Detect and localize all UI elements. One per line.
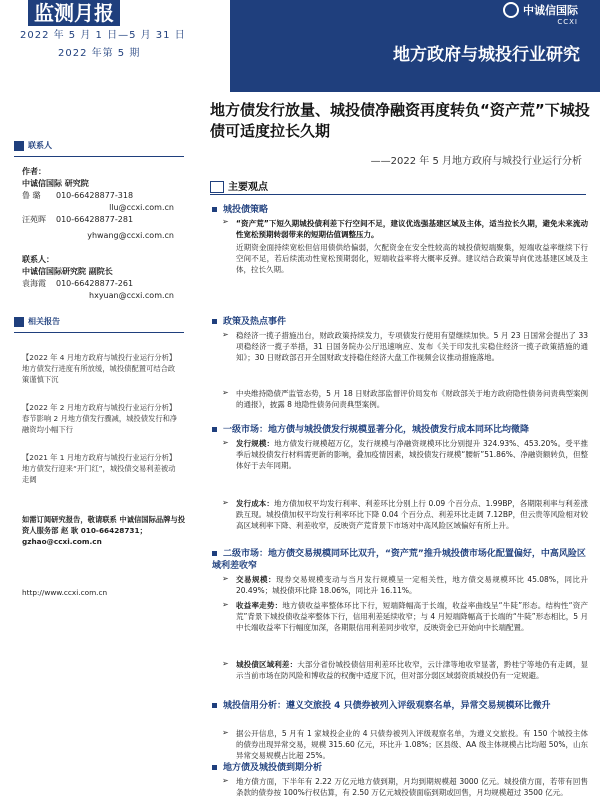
arrow-icon: ➢ (222, 330, 229, 339)
arrow-icon: ➢ (222, 776, 229, 785)
logo-en: CCXI (557, 18, 578, 26)
bullet-icon (212, 319, 217, 324)
arrow-icon: ➢ (222, 728, 229, 737)
section-paragraph: 发行规模：地方债发行规模超万亿，发行规模与净融资规模环比分别提升 324.93%、453.20%。受平推季后城投债发行材料需更新的影响，叠加疫情因素，城投债发行规模“腰斩”51.86%、净融资额转负，但整体好于去年同期。 (236, 439, 589, 471)
arrow-icon: ➢ (222, 217, 229, 226)
author-email: llu@ccxi.com.cn (109, 203, 174, 212)
arrow-icon: ➢ (222, 438, 229, 447)
section-paragraph: 地方债方面，下半年有 2.22 万亿元地方债到期，月均到期规模超 3000 亿元。城投债方面，若带有回售条款的债券按 100%行权估算，有 2.50 万亿元城投债面临到期或回售，月均规模超过 3500 亿元。 (236, 777, 588, 798)
section-heading: 二级市场：地方债交易规模同环比双升，“资产荒”推升城投债市场化配置偏好，中高风险区域利差收窄 (212, 549, 586, 571)
section-paragraph: 城投债区域利差：大部分省份城投债信用利差环比收窄，云计津等地收窄显著，黔桂宁等地仍有走阔，显示当前市场在防风险和博收益的权衡中适度下沉，但对部分弱区域弱资质城投仍有一定规避。 (236, 660, 589, 681)
page-title: 地方债发行放量、城投债净融资再度转负“资产荒”下城投债可适度拉长久期 (210, 101, 590, 140)
logo-name: 中诚信国际 (523, 4, 578, 17)
section-heading: 城投信用分析：遵义交旅投 4 只债券被列入评级观察名单，异常交易规模环比微升 (212, 700, 592, 712)
bullet-icon (212, 703, 217, 708)
author-phone: 010-66428877-281 (56, 215, 134, 224)
company-logo (503, 2, 578, 26)
section-paragraph: 发行成本：地方债加权平均发行利率、利差环比分别上行 0.09 个百分点、1.99BP，各期限利率与利差涨跌互现。城投债加权平均发行利率环比下降 0.04 个百分点、利差环比走阔 7.12BP，但云贵等风险相对较高区域利率下降、利差收窄，反映资产荒背景下市场对中高风险区域偏好有所上升。 (236, 499, 588, 531)
arrow-icon: ➢ (222, 600, 229, 609)
author-email: yhwang@ccxi.com.cn (87, 231, 174, 240)
page-subtitle: ——2022 年 5 月地方政府与城投行业运行分析 (370, 156, 582, 167)
document-icon (14, 317, 24, 327)
bullet-icon (212, 427, 217, 432)
person-icon (14, 141, 24, 151)
related-report[interactable]: 【2022 年 2 月地方政府与城投行业运行分析】春节影响 2 月地方债发行骤减，城投债发行和净融资均小幅下行 (22, 403, 178, 434)
website-url[interactable]: http://www.ccxi.com.cn (22, 588, 108, 597)
section-paragraph: “资产荒”下短久期城投债利差下行空间不足，建议优选强基建区域及主体，适当拉长久期，避免未来流动性宽松预期转弱带来的短期估值调整压力。 (236, 219, 588, 240)
section-heading: 政策及热点事件 (212, 316, 592, 328)
section-heading: 一级市场：地方债与城投债发行规模显著分化，城投债发行成本同环比均微降 (212, 424, 592, 436)
section-heading: 城投债策略 (212, 204, 592, 216)
report-type: 地方政府与城投行业研究 (393, 45, 580, 65)
author-name: 鲁 璐 (22, 191, 41, 200)
subscription-contact: 如需订阅研究报告，敬请联系 中诚信国际品牌与投资人服务部 赵 耿 010-66428731； gzhao@ccxi.com.cn (22, 515, 186, 546)
contact-section-head: 联系人 (14, 140, 52, 151)
key-points-head: 主要观点 (210, 178, 268, 193)
arrow-icon: ➢ (222, 574, 229, 583)
section-paragraph: 交易规模：现券交易规模变动与当月发行规模呈一定相关性，地方债交易规模环比 45.08%，同比升 20.49%；城投债环比降 18.06%，同比升 16.11%。 (236, 575, 589, 596)
related-report[interactable]: 【2021 年 1 月地方政府与城投行业运行分析】地方债发行迎来“开门红”，城投债交易利差被动走阔 (22, 453, 177, 484)
main-content (202, 178, 594, 798)
related-report[interactable]: 【2022 年 4 月地方政府与城投行业运行分析】地方债发行进度有所放缓，城投债配置可结合政策谨慎下沉 (22, 353, 177, 384)
arrow-icon: ➢ (222, 388, 229, 397)
contact-email: hxyuan@ccxi.com.cn (89, 291, 174, 300)
divider (210, 194, 586, 195)
section-paragraph: 收益率走势：地方债收益率整体环比下行，短端降幅高于长端，收益率曲线呈“牛陡”形态。结构性“资产荒”背景下城投债收益率整体下行，信用利差延续收窄；与 4 月短端降幅高于长端的“牛陡”形态相比，5 月中长端收益率下行幅度加深，各期限信用利差同步收窄，反映资金已开始向中长端配置。 (236, 601, 589, 633)
section-paragraph: 近期资金面持续宽松但信用债供给偏弱，欠配资金在安全性较高的城投债短端聚集，短端收益率继续下行空间不足，若后续流动性宽松预期弱化，短端收益率将大概率反弹。建议结合政策导向优选基建区域及主体，拉长久期。 (236, 243, 588, 275)
author-org: 中诚信国际 研究院 (22, 179, 89, 188)
section-paragraph: 稳经济一揽子措施出台，财政政策持续发力，专项债发行使用有望继续加快。5 月 23 日国常会提出了 33 项稳经济一揽子举措，31 日国务院办公厅迅速响应、发布《关于印发扎实稳住经济一揽子政策措施的通知》；30 日财政部召开全国财政支持稳住经济大盘工作视频会议推动措施落地。 (236, 331, 588, 363)
issue-number: 2022 年第 5 期 (58, 48, 141, 59)
logo-icon (503, 2, 519, 18)
contact-name: 袁海霞 (22, 279, 46, 288)
related-section-head: 相关报告 (14, 316, 60, 327)
date-range: 2022 年 5 月 1 日—5 月 31 日 (20, 30, 186, 41)
contact-phone: 010-66428877-261 (56, 279, 134, 288)
chart-icon (210, 181, 224, 193)
divider (14, 156, 184, 157)
header-info-box (0, 0, 230, 92)
divider (14, 332, 184, 333)
contact-org: 中诚信国际研究院 副院长 (22, 267, 113, 276)
section-paragraph: 据公开信息，5 月有 1 家城投企业的 4 只债券被列入评级观察名单，为遵义交旅投。有 150 个城投主体的债券出现异常交易，规模 315.60 亿元，环比升 1.08%；区县级、AA 级主体规模占比均超 50%，山东异常交易规模占比超 25%。 (236, 729, 588, 761)
arrow-icon: ➢ (222, 659, 229, 668)
brand-title: 监测月报 (28, 0, 120, 26)
author-name: 汪苑晖 (22, 215, 46, 224)
sidebar (0, 130, 196, 800)
bullet-icon (212, 207, 217, 212)
bullet-icon (212, 551, 217, 556)
section-paragraph: 中央维持隐债严监管态势，5 月 18 日财政部监督评价局发布《财政部关于地方政府隐性债务问责典型案例的通报》，披露 8 地隐性债务问责典型案例。 (236, 389, 588, 410)
section-heading: 地方债及城投债到期分析 (212, 762, 592, 774)
author-phone: 010-66428877-318 (56, 191, 134, 200)
author-label: 作者： (22, 167, 46, 176)
bullet-icon (212, 765, 217, 770)
contact-label: 联系人： (22, 255, 54, 264)
arrow-icon: ➢ (222, 498, 229, 507)
report-header (0, 0, 600, 92)
